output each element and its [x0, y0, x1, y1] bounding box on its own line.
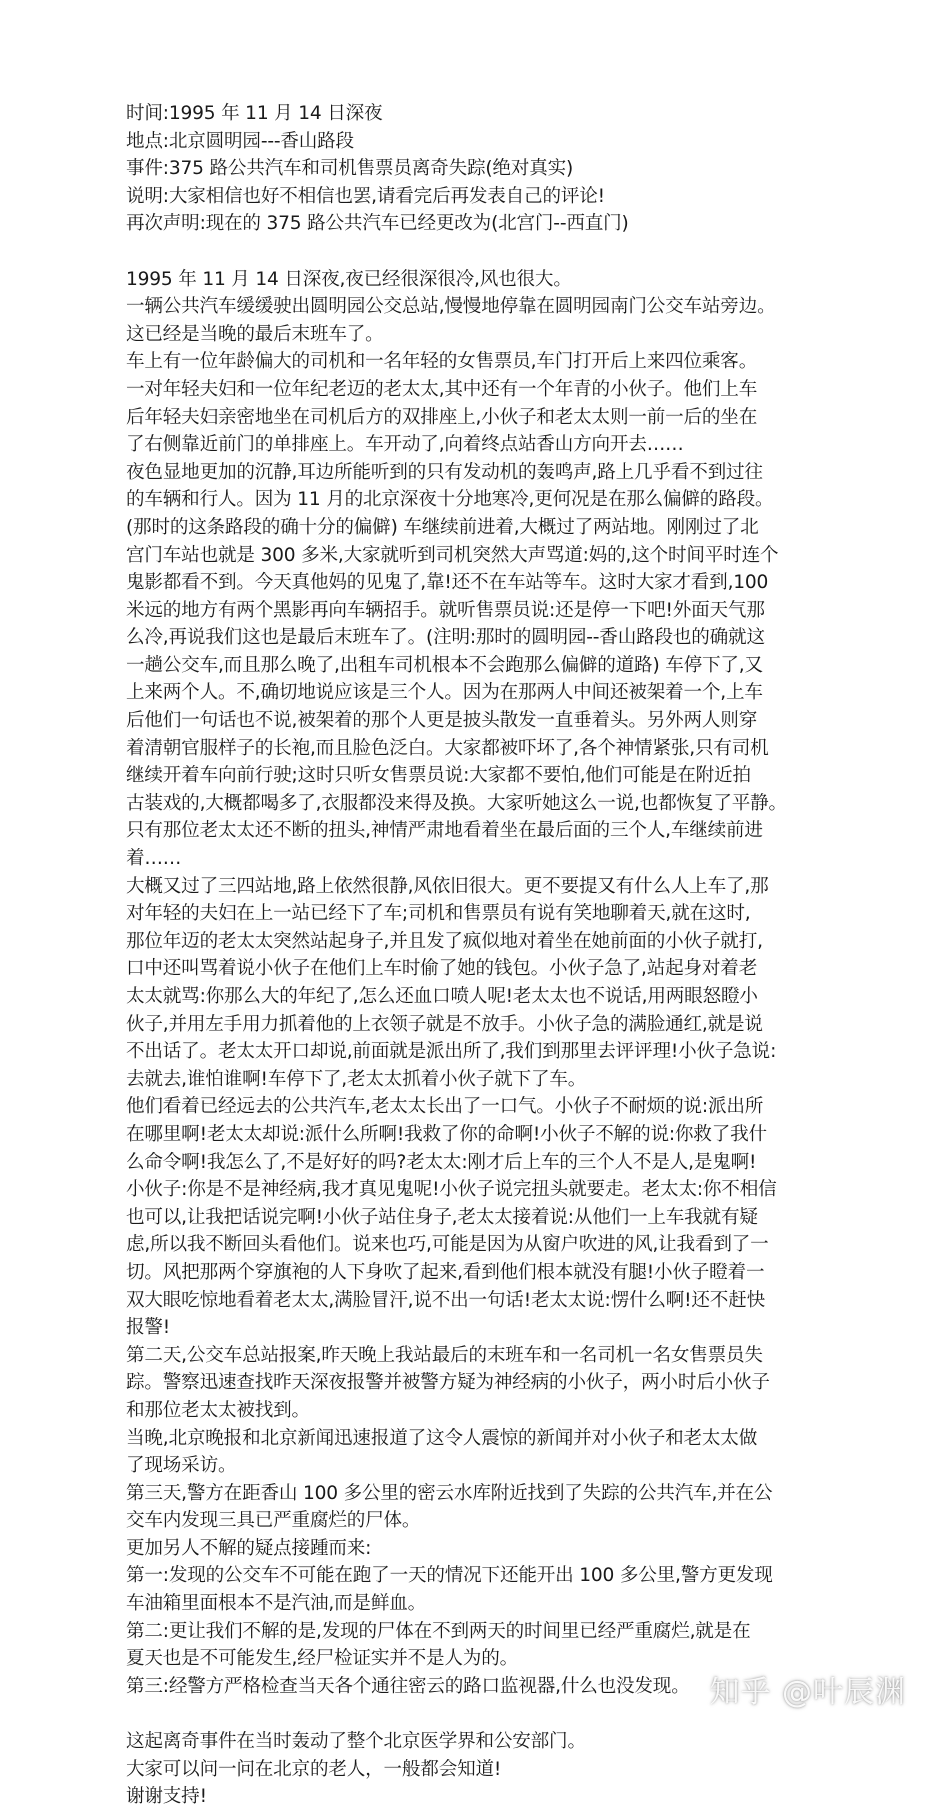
closing-line: 谢谢支持! [126, 1786, 207, 1808]
header-block [126, 100, 826, 238]
story-line: 一辆公共汽车缓缓驶出圆明园公交总站,慢慢地停靠在圆明园南门公交车站旁边。 [126, 296, 776, 318]
story-line: 伙子,并用左手用力抓着他的上衣领子就是不放手。小伙子急的满脸通红,就是说 [126, 1013, 763, 1035]
story-block [126, 266, 826, 1701]
watermark-text: 知乎 @叶辰渊 [709, 1675, 906, 1710]
story-line: 第二:更让我们不解的是,发现的尸体在不到两天的时间里已经严重腐烂,就是在 [126, 1620, 751, 1642]
story-line: 口中还叫骂着说小伙子在他们上车时偷了她的钱包。小伙子急了,站起身对着老 [126, 958, 758, 980]
story-line: 去就去,谁怕谁啊!车停下了,老太太抓着小伙子就下了车。 [126, 1068, 587, 1090]
article-body [126, 100, 826, 1811]
story-line: (那时的这条路段的确十分的偏僻) 车继续前进着,大概过了两站地。刚刚过了北 [126, 516, 759, 538]
story-line: 小伙子:你是不是神经病,我才真见鬼呢!小伙子说完扭头就要走。老太太:你不相信 [126, 1179, 777, 1201]
story-line: 不出话了。老太太开口却说,前面就是派出所了,我们到那里去评评理!小伙子急说: [126, 1041, 777, 1063]
story-line: 只有那位老太太还不断的扭头,神情严肃地看着坐在最后面的三个人,车继续前进 [126, 820, 763, 842]
story-line: 车油箱里面根本不是汽油,而是鲜血。 [126, 1593, 427, 1615]
story-line: 着清朝官服样子的长袍,而且脸色泛白。大家都被吓坏了,各个神情紧张,只有司机 [126, 737, 769, 759]
closing-line: 大家可以问一问在北京的老人，一般都会知道! [126, 1758, 502, 1780]
story-line: 后年轻夫妇亲密地坐在司机后方的双排座上,小伙子和老太太则一前一后的坐在 [126, 406, 758, 428]
story-line: 第三天,警方在距香山 100 多公里的密云水库附近找到了失踪的公共汽车,并在公 [126, 1482, 773, 1504]
story-line: 双大眼吃惊地看着老太太,满脸冒汗,说不出一句话!老太太说:愣什么啊!还不赶快 [126, 1289, 765, 1311]
story-line: 后他们一句话也不说,被架着的那个人更是披头散发一直垂着头。另外两人则穿 [126, 710, 758, 732]
story-line: 报警! [126, 1317, 171, 1339]
story-line: 交车内发现三具已严重腐烂的尸体。 [126, 1510, 421, 1532]
story-line: 一对年轻夫妇和一位年纪老迈的老太太,其中还有一个年青的小伙子。他们上车 [126, 378, 758, 400]
header-line: 地点:北京圆明园---香山路段 [126, 130, 354, 152]
story-line: 一趟公交车,而且那么晚了,出租车司机根本不会跑那么偏僻的道路) 车停下了,又 [126, 654, 763, 676]
story-line: 夏天也是不可能发生,经尸检证实并不是人为的。 [126, 1648, 518, 1670]
header-line: 时间:1995 年 11 月 14 日深夜 [126, 103, 383, 124]
story-line: 和那位老太太被找到。 [126, 1399, 310, 1421]
story-line: 虑,所以我不断回头看他们。说来也巧,可能是因为从窗户吹进的风,让我看到了一 [126, 1234, 769, 1256]
story-line: 车上有一位年龄偏大的司机和一名年轻的女售票员,车门打开后上来四位乘客。 [126, 351, 758, 373]
story-line: 了右侧靠近前门的单排座上。车开动了,向着终点站香山方向开去…… [126, 434, 684, 456]
story-line: 那位年迈的老太太突然站起身子,并且发了疯似地对着坐在她前面的小伙子就打, [126, 930, 763, 952]
story-line: 夜色显地更加的沉静,耳边所能听到的只有发动机的轰鸣声,路上几乎看不到过往 [126, 461, 763, 483]
story-line: 1995 年 11 月 14 日深夜,夜已经很深很冷,风也很大。 [126, 268, 572, 290]
story-line: 这已经是当晚的最后末班车了。 [126, 323, 384, 345]
closing-line: 这起离奇事件在当时轰动了整个北京医学界和公安部门。 [126, 1731, 586, 1753]
story-line: 上来两个人。不,确切地说应该是三个人。因为在那两人中间还被架着一个,上车 [126, 682, 763, 704]
story-line: 么冷,再说我们这也是最后末班车了。(注明:那时的圆明园--香山路段也的确就这 [126, 627, 765, 649]
story-line: 古装戏的,大概都喝多了,衣服都没来得及换。大家听她这么一说,也都恢复了平静。 [126, 792, 787, 814]
story-line: 第三:经警方严格检查当天各个通往密云的路口监视器,什么也没发现。 [126, 1675, 690, 1697]
header-line: 事件:375 路公共汽车和司机售票员离奇失踪(绝对真实) [126, 158, 574, 180]
story-line: 踪。警察迅速查找昨天深夜报警并被警方疑为神经病的小伙子，两小时后小伙子 [126, 1372, 770, 1394]
story-line: 鬼影都看不到。今天真他妈的见鬼了,靠!还不在车站等车。这时大家才看到,100 [126, 572, 769, 594]
story-line: 么命令啊!我怎么了,不是好好的吗?老太太:刚才后上车的三个人不是人,是鬼啊! [126, 1151, 757, 1173]
header-line: 说明:大家相信也好不相信也罢,请看完后再发表自己的评论! [126, 185, 605, 207]
story-line: 第一:发现的公交车不可能在跑了一天的情况下还能开出 100 多公里,警方更发现 [126, 1565, 773, 1587]
story-line: 对年轻的夫妇在上一站已经下了车;司机和售票员有说有笑地聊着天,就在这时, [126, 903, 751, 925]
story-line: 着…… [126, 848, 182, 870]
story-line: 也可以,让我把话说完啊!小伙子站住身子,老太太接着说:从他们一上车我就有疑 [126, 1206, 758, 1228]
story-line: 继续开着车向前行驶;这时只听女售票员说:大家都不要怕,他们可能是在附近拍 [126, 765, 751, 787]
story-line: 太太就骂:你那么大的年纪了,怎么还血口喷人呢!老太太也不说话,用两眼怒瞪小 [126, 986, 758, 1007]
header-line: 再次声明:现在的 375 路公共汽车已经更改为(北宫门--西直门) [126, 213, 629, 235]
story-line: 当晚,北京晚报和北京新闻迅速报道了这令人震惊的新闻并对小伙子和老太太做 [126, 1427, 758, 1449]
story-line: 在哪里啊!老太太却说:派什么所啊!我救了你的命啊!小伙子不解的说:你救了我什 [126, 1123, 767, 1145]
story-line: 更加另人不解的疑点接踵而来: [126, 1537, 372, 1559]
story-line: 他们看着已经远去的公共汽车,老太太长出了一口气。小伙子不耐烦的说:派出所 [126, 1096, 764, 1118]
story-line: 米远的地方有两个黑影再向车辆招手。就听售票员说:还是停一下吧!外面天气那 [126, 599, 765, 621]
closing-block [126, 1728, 826, 1811]
story-line: 第二天,公交车总站报案,昨天晚上我站最后的末班车和一名司机一名女售票员失 [126, 1344, 763, 1366]
story-line: 大概又过了三四站地,路上依然很静,风依旧很大。更不要提又有什么人上车了,那 [126, 875, 769, 897]
story-line: 了现场采访。 [126, 1455, 237, 1477]
story-line: 宫门车站也就是 300 多米,大家就听到司机突然大声骂道:妈的,这个时间平时连个 [126, 544, 779, 566]
story-line: 切。风把那两个穿旗袍的人下身吹了起来,看到他们根本就没有腿!小伙子瞪着一 [126, 1261, 765, 1283]
story-line: 的车辆和行人。因为 11 月的北京深夜十分地寒冷,更何况是在那么偏僻的路段。 [126, 489, 774, 511]
paragraph-gap [126, 238, 826, 266]
